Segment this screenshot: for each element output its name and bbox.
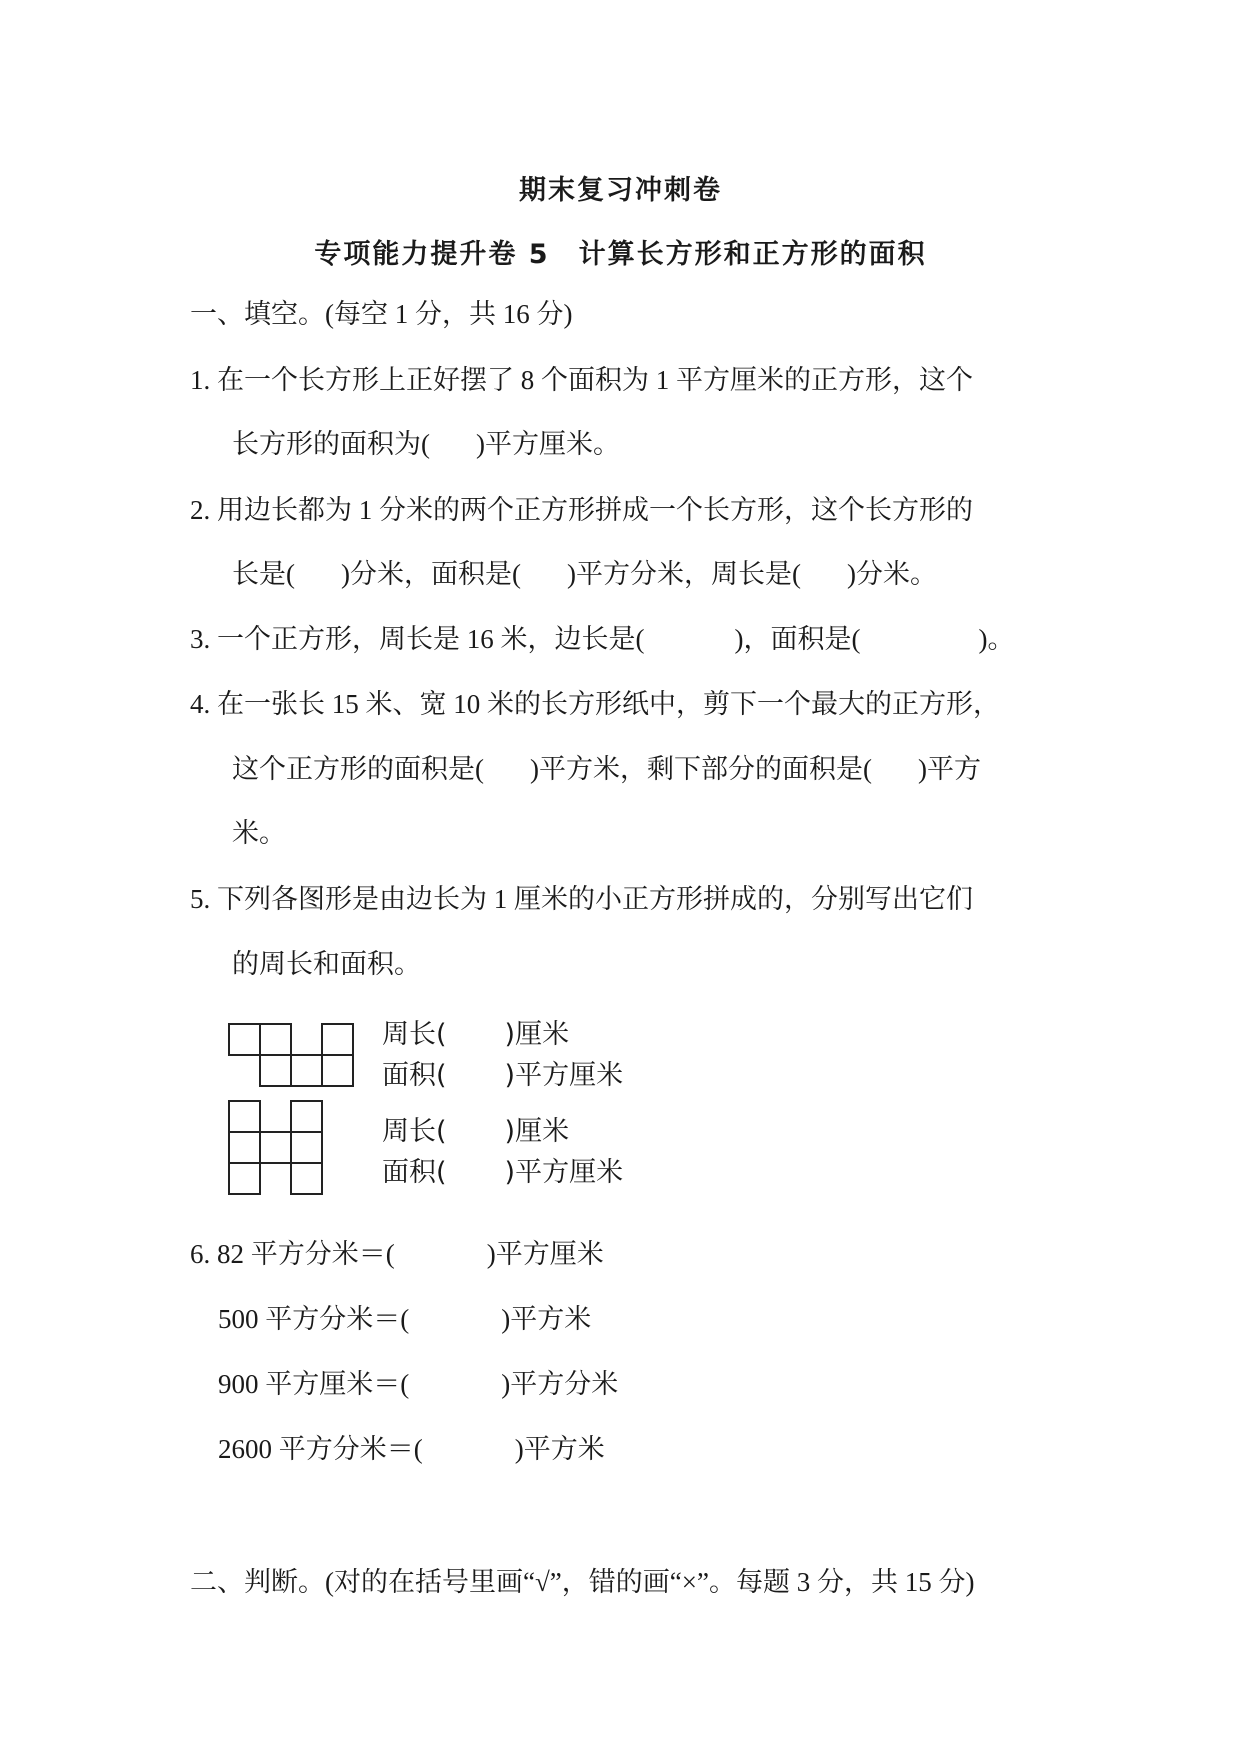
fig2-area-unit: )平方厘米	[504, 1157, 624, 1188]
fig1-area-unit: )平方厘米	[504, 1060, 624, 1091]
fig2-perimeter-unit: )厘米	[504, 1116, 570, 1147]
q5-line1: 5. 下列各图形是由边长为 1 厘米的小正方形拼成的，分别写出它们	[190, 884, 973, 914]
q3-text-c: )。	[978, 624, 1015, 654]
q6-row-3	[218, 1367, 618, 1401]
q4-line2	[232, 752, 981, 786]
q3-text-a: 3. 一个正方形，周长是 16 米，边长是(	[190, 624, 645, 654]
q3-line	[190, 622, 1014, 656]
fig1-perimeter-unit: )厘米	[504, 1019, 570, 1050]
fig2-perimeter-label: 周长(	[382, 1116, 447, 1147]
q1-text-a: 长方形的面积为(	[232, 429, 430, 459]
fig1-cell	[260, 1024, 291, 1055]
q4-text-c: )平方	[917, 754, 981, 784]
fig2-cell	[229, 1163, 260, 1194]
fig2-cell	[229, 1132, 260, 1163]
q6-row4-text-b: )平方米	[514, 1434, 605, 1464]
q6-row1-text-b: )平方厘米	[486, 1239, 604, 1269]
fig2-cell	[291, 1132, 322, 1163]
q4-text-a: 这个正方形的面积是(	[232, 754, 484, 784]
q5-fig1-perimeter	[382, 1018, 569, 1052]
section1-heading: 一、填空。(每空 1 分，共 16 分)	[190, 299, 573, 329]
q2-text-d: )分米。	[846, 559, 937, 589]
q5-fig1-area	[382, 1059, 623, 1093]
fig1-perimeter-label: 周长(	[382, 1019, 447, 1050]
q2-text-b: )分米，面积是(	[341, 559, 521, 589]
exam-subtitle: 专项能力提升卷 5 计算长方形和正方形的面积	[314, 239, 927, 270]
q5-figure2-grid	[226, 1098, 326, 1196]
q6-row2-text-a: 500 平方分米＝(	[218, 1304, 410, 1334]
fig1-cell	[322, 1024, 353, 1055]
q6-row3-text-a: 900 平方厘米＝(	[218, 1369, 410, 1399]
q5-figure1-grid	[226, 1021, 356, 1089]
fig1-cell	[291, 1055, 322, 1086]
fig1-cell	[260, 1055, 291, 1086]
fig2-cell	[260, 1132, 291, 1163]
exam-title: 期末复习冲刺卷	[519, 175, 722, 206]
q2-text-c: )平方分米，周长是(	[566, 559, 801, 589]
q6-row1-text-a: 6. 82 平方分米＝(	[190, 1239, 395, 1269]
q6-row-1	[190, 1237, 604, 1271]
fig1-cell	[322, 1055, 353, 1086]
fig2-area-label: 面积(	[382, 1157, 447, 1188]
q2-text-a: 长是(	[232, 559, 295, 589]
q5-fig2-perimeter	[382, 1115, 569, 1149]
q5-line2: 的周长和面积。	[232, 949, 421, 979]
q4-line1: 4. 在一张长 15 米、宽 10 米的长方形纸中，剪下一个最大的正方形，	[190, 689, 1000, 719]
q6-row-4	[218, 1432, 605, 1466]
q5-fig2-area	[382, 1156, 623, 1190]
q1-line1: 1. 在一个长方形上正好摆了 8 个面积为 1 平方厘米的正方形，这个	[190, 365, 973, 395]
q6-row2-text-b: )平方米	[501, 1304, 592, 1334]
q1-text-b: )平方厘米。	[476, 429, 620, 459]
q6-row3-text-b: )平方分米	[501, 1369, 619, 1399]
fig2-cell	[229, 1101, 260, 1132]
section2-heading: 二、判断。(对的在括号里画“√”，错的画“×”。每题 3 分，共 15 分)	[190, 1567, 975, 1597]
q2-line2	[232, 557, 937, 591]
fig1-area-label: 面积(	[382, 1060, 447, 1091]
q4-line3: 米。	[232, 818, 286, 848]
fig2-cell	[291, 1163, 322, 1194]
fig2-cell	[291, 1101, 322, 1132]
q2-line1: 2. 用边长都为 1 分米的两个正方形拼成一个长方形，这个长方形的	[190, 495, 973, 525]
q6-row4-text-a: 2600 平方分米＝(	[218, 1434, 423, 1464]
q3-text-b: )，面积是(	[734, 624, 861, 654]
q4-text-b: )平方米，剩下部分的面积是(	[530, 754, 872, 784]
fig1-cell	[229, 1024, 260, 1055]
q1-line2	[232, 427, 620, 461]
q6-row-2	[218, 1302, 591, 1336]
